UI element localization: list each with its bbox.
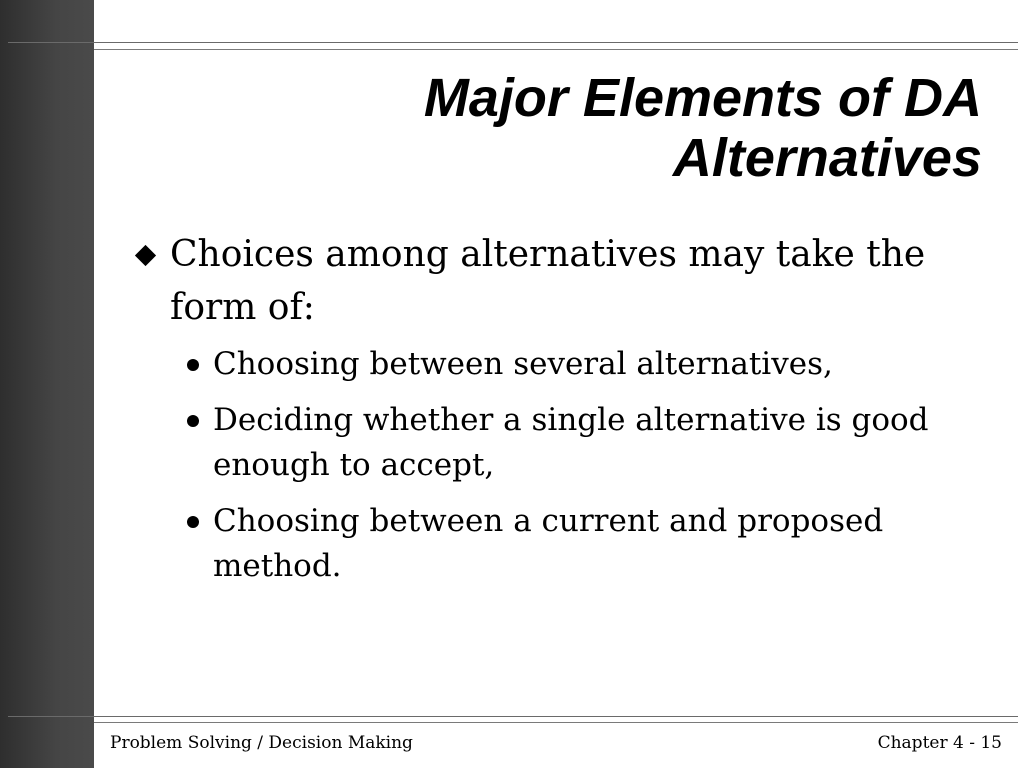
side-bar [0, 0, 94, 768]
dot-bullet-icon [187, 415, 199, 427]
slide-title [222, 68, 982, 188]
sub-bullet-item [180, 398, 992, 488]
top-rule-outer [8, 42, 1018, 43]
sub-bullet-text: Deciding whether a single alternative is good enough to accept, [213, 402, 929, 483]
bottom-rule-outer [8, 716, 1018, 717]
footer-page-number: Chapter 4 - 15 [877, 733, 1002, 753]
footer-course-title: Problem Solving / Decision Making [110, 733, 413, 753]
sub-bullet-text: Choosing between a current and proposed method. [213, 503, 884, 584]
title-line-1: Major Elements of DA [423, 68, 982, 128]
diamond-bullet-icon [135, 245, 156, 266]
bullet-text: Choices among alternatives may take the form of: [170, 234, 926, 328]
bullet-item [132, 228, 992, 334]
bottom-rule-inner [94, 722, 1018, 723]
sub-bullet-item [180, 499, 992, 589]
sub-bullet-item [180, 342, 992, 387]
sub-bullet-list [132, 342, 992, 589]
slide-content [132, 228, 992, 600]
dot-bullet-icon [187, 516, 199, 528]
top-rule-inner [94, 49, 1018, 50]
dot-bullet-icon [187, 359, 199, 371]
title-line-2: Alternatives [672, 128, 982, 188]
sub-bullet-text: Choosing between several alternatives, [213, 346, 833, 382]
